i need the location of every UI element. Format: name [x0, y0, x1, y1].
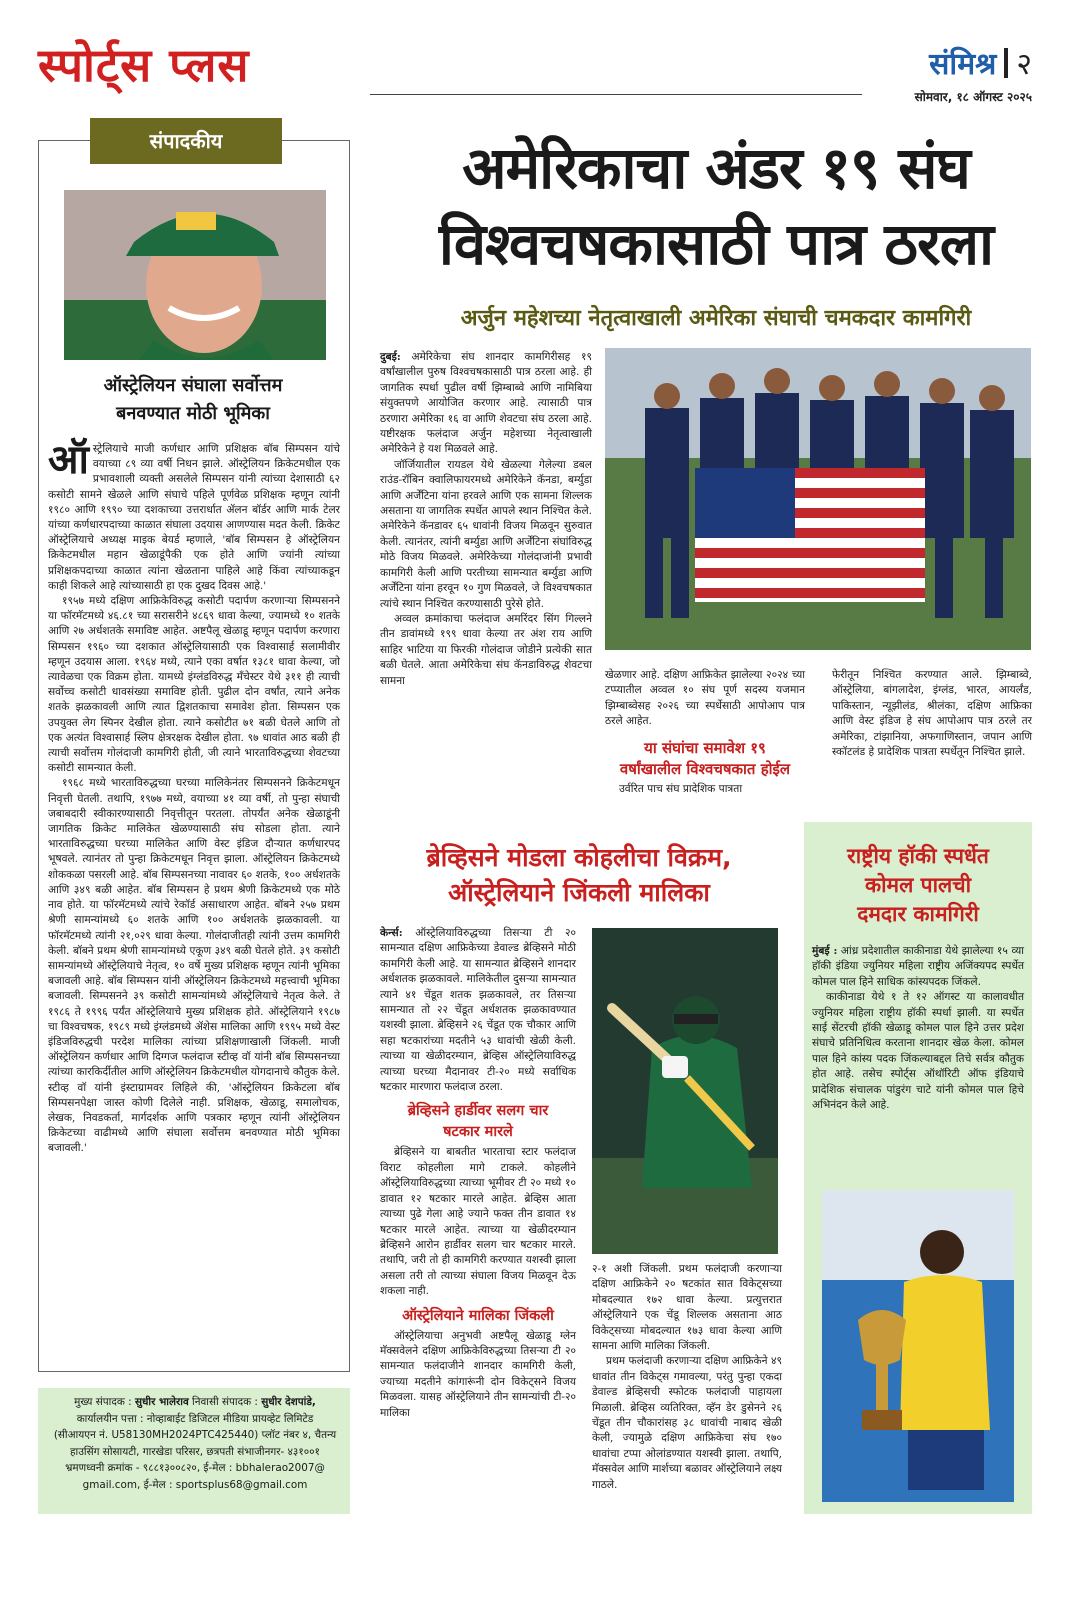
batsman-photo-icon [592, 928, 778, 1254]
usa-para1: अमेरिकेचा संघ शानदार कामगिरीसह १९ वर्षांखालील पुरुष विश्वचषकासाठी पात्र ठरला आहे. ही जागतिक स्पर्धा पुढील वर्षी झिम्बाब्वे आणि नामिबिया संयुक्तपणे आयोजित करणार आहे. त्यासाठी पात्र ठरणारा अमेरिका १६ वा आणि शेवटचा संघ ठरला आहे. यष्टीरक्षक फलंदाज अर्जुन महेशच्या नेतृत्वाखाली अमेरिकेने हे यश मिळवले आहे. [380, 351, 592, 456]
issue-date: सोमवार, १८ ऑगस्ट २०२५ [914, 90, 1032, 104]
editorial-photo [64, 190, 326, 360]
imprint [46, 1394, 344, 1494]
imprint-line4: हाउसिंग सोसायटी, गारखेडा परिसर, छत्रपती संभाजीनगर- ४३१००१ [70, 1445, 320, 1458]
hockey-headline-line3: दमदार कामगिरी [857, 902, 979, 926]
hockey-para2: काकीनाडा येथे १ ते १२ ऑगस्ट या कालावधीत ज्युनियर महिला राष्ट्रीय हॉकी स्पर्धा झाली. या स्पर्धेत साई सेंटरची हॉकी खेळाडू कोमल पाल हिने उत्तर प्रदेश संघाचे प्रतिनिधित्व करताना शानदार खेळ केला. कोमल पाल हिने कांस्य पदक जिंकल्याबद्दल तिचे सर्वत्र कौतुक होत आहे. तसेच स्पोर्ट्स ऑथॉरिटी ऑफ इंडियाचे प्रादेशिक संचालक पांडुरंग चाटे यांनी कोमल पाल हिचे अभिनंदन केले आहे. [812, 991, 1024, 1112]
brevis-para1: ऑस्ट्रेलियाविरुद्धच्या तिसऱ्या टी २० सामन्यात दक्षिण आफ्रिकेच्या डेवाल्ड ब्रेव्हिसने मोठी कामगिरी केली आहे. या सामन्यात ब्रेव्हिसने शानदार अर्धशतक झळकावले. मालिकेतील दुसऱ्या सामन्यात त्याने ४१ चेंडूत शतक झळकावले, तर तिसऱ्या सामन्यात तो २२ चेंडूत अर्धशतक झळकावण्यात यशस्वी झाला. ब्रेव्हिसने २६ चेंडूत एक चौकार आणि सहा षटकारांच्या मदतीने ५३ धावांची खेळी केली. त्याच्या या खेळीदरम्यान, ब्रेव्हिस ऑस्ट्रेलियाविरुद्ध त्याच्या घरच्या मैदानावर टी-२० मध्ये सर्वाधिक षटकार मारणारा फलंदाज ठरला. [380, 927, 576, 1094]
hockey-player-photo [822, 1190, 1014, 1502]
section-header [852, 42, 1032, 83]
imprint-editor-name: सुधीर भालेराव [134, 1396, 189, 1408]
brevis-headline [380, 840, 778, 910]
usa-article-col2 [605, 668, 805, 797]
editorial-para2: १९५७ मध्ये दक्षिण आफ्रिकेविरुद्ध कसोटी पदार्पण करणाऱ्या सिम्पसनने या फॉरमॅटमध्ये ४६.८१ च्या सरासरीने ४८६९ धावा केल्या, ज्यामध्ये १० शतके आणि २७ अर्धशतके समाविष्ट आहेत. अष्टपैलू खेळाडू म्हणून पदार्पण करणारा सिम्पसन १९६० च्या दशकात ऑस्ट्रेलियासाठी एक विश्वासार्ह सलामीवीर म्हणून उदयास आला. १९६४ मध्ये, त्याने एका वर्षात १३८१ धावा केल्या, जो त्यावेळचा एक विक्रम होता. यामध्ये इंग्लंडविरुद्ध मँचेस्टर येथे ३११ ही त्याची सर्वोच्च कसोटी धावसंख्या समाविष्ट होती. पुढील दोन वर्षांत, त्याने अनेक शतके झळकावली आणि त्यात द्विशतकाचा समावेश होता. सिम्पसन एक उपयुक्त लेग स्पिनर देखील होता. त्याने कसोटीत ७१ बळी घेतले आणि तो एक अत्यंत विश्वासार्ह स्लिप क्षेत्ररक्षक देखील होता. ९७ धावांत आठ बळी ही त्याची सर्वोत्तम गोलंदाजी कामगिरी होती, जी त्याने भारताविरुद्धच्या शेवटच्या कसोटी सामन्यात केली. [48, 595, 340, 775]
brevis-headline-line2: ऑस्ट्रेलियाने जिंकली मालिका [448, 878, 710, 907]
editorial-para1: स्ट्रेलियाचे माजी कर्णधार आणि प्रशिक्षक बॉब सिम्पसन यांचे वयाच्या ८९ व्या वर्षी निधन झाले. ऑस्ट्रेलियन क्रिकेटमधील एक प्रभावशाली व्यक्ती असलेले सिम्पसन यांनी त्यांच्या देशासाठी ६२ कसोटी सामने खेळले आणि संघाचे पहिले पूर्णवेळ प्रशिक्षक म्हणून त्यांनी १९८० आणि १९९० च्या दशकाच्या उत्तरार्धात ॲलन बॉर्डर आणि मार्क टेलर यांच्या कर्णधारपदाच्या काळात संघाला उदयास आणण्यास मदत केली. क्रिकेट ऑस्ट्रेलियाचे अध्यक्ष माइक बेयर्ड म्हणाले, 'बॉब सिम्पसन हे ऑस्ट्रेलियन क्रिकेटमधील महान खेळाडूंपैकी एक होते आणि ज्यांनी त्यांच्या प्रशिक्षकपदाच्या काळात त्यांना खेळताना पाहिले आहे किंवा त्यांच्याकडून काही शिकले आहे त्यांच्यासाठी हा एक दुखद दिवस आहे.' [48, 443, 340, 592]
brevis-dateline: केर्न्स: [380, 927, 403, 939]
brevis-subhead2: ऑस्ट्रेलियाने मालिका जिंकली [402, 1307, 554, 1324]
hockey-para1: आंध्र प्रदेशातील काकीनाडा येथे झालेल्या १५ व्या हॉकी इंडिया ज्युनियर महिला राष्ट्रीय अजिंक्यपद स्पर्धेत कोमल पाल हिने साधिक कांस्यपदक जिंकले. [812, 945, 1025, 988]
usa-col3-para: फेरीतून निश्चित करण्यात आले. झिम्बाब्वे, ऑस्ट्रेलिया, बांगलादेश, इंग्लंड, भारत, आयर्लंड, पाकिस्तान, न्यूझीलंड, श्रीलंका, दक्षिण आफ्रिका आणि वेस्ट इंडिज हे संघ आपोआप पात्र ठरले तर अमेरिका, टांझानिया, अफगाणिस्तान, जपान आणि स्कॉटलंड हे प्रादेशिक पात्रता स्पर्धेतून निश्चित झाले. [832, 669, 1032, 759]
brevis-article-col2 [592, 1262, 782, 1493]
hockey-headline-line2: कोमल पालची [864, 873, 972, 897]
usa-para2: जॉर्जियातील रायडल येथे खेळल्या गेलेल्या डबल राउंड-रॉबिन क्वालिफायरमध्ये अमेरिकेने कॅनडा, बर्म्युडा आणि अर्जेंटिना यांना हरवले आणि एक सामना शिल्लक असताना या जागतिक स्पर्धेत आपले स्थान निश्चित केले. अमेरिकेने कॅनडावर ६५ धावांनी विजय मिळवून सुरुवात केली. त्यानंतर, त्यांनी बर्म्युडा आणि अर्जेंटिना संघांविरुद्ध मोठे विजय मिळवले. अमेरिकेच्या गोलंदाजांनी प्रभावी कामगिरी केली आणि परतीच्या सामन्यात बर्म्युडा आणि अर्जेंटिना यांना हरवून १० गुण मिळवले, जे विश्वचषकात त्यांचे स्थान निश्चित करण्यासाठी पुरेसे होते. [380, 458, 592, 610]
usa-col2-subhead-line2: वर्षांखालील विश्वचषकात होईल [619, 759, 791, 778]
imprint-line1 [46, 1394, 344, 1411]
main-headline-line1: अमेरिकाचा अंडर १९ संघ [462, 134, 970, 202]
main-subhead: अर्जुन महेशच्या नेतृत्वाखाली अमेरिका संघाची चमकदार कामगिरी [460, 306, 972, 331]
usa-col2-subhead-line1: या संघांचा समावेश १९ [644, 738, 766, 757]
brevis-subhead1-line2: षटकार मारले [443, 1124, 513, 1141]
imprint-line3: (सीआयएन नं. U58130MH2024PTC425440) प्लॉट नंबर ४, चैतन्य [53, 1429, 337, 1442]
brevis-subhead1-line1: ब्रेव्हिसने हार्डीवर सलग चार [407, 1103, 549, 1120]
usa-col2-para: खेळणार आहे. दक्षिण आफ्रिकेत झालेल्या २०२४ च्या टप्प्यातील अव्वल १० संघ पूर्ण सदस्य यजमान झिम्बाब्वेसह २०२६ च्या स्पर्धेसाठी आपोआप पात्र ठरले आहेत. [605, 669, 805, 728]
brevis-article-col1 [380, 926, 576, 1421]
brevis-col2-para2: प्रथम फलंदाजी करणाऱ्या दक्षिण आफ्रिकेने ४९ धावांत तीन विकेट्स गमावल्या, परंतु पुन्हा एकदा डेवाल्ड ब्रेव्हिसची स्फोटक फलंदाजी पाहायला मिळाली. ब्रेव्हिस व्यतिरिक्त, व्हॅन डेर डुसेनने २६ चेंडूत तीन चौकारांसह ३८ धावांची नाबाद खेळी केली, ज्यामुळे दक्षिण आफ्रिकेचा संघ १७० धावांचा टप्पा ओलांडण्यात यशस्वी झाला. तथापि, मॅक्सवेल आणि मार्शच्या बळावर ऑस्ट्रेलियाने लक्ष्य गाठले. [592, 1355, 782, 1491]
hockey-article [812, 944, 1024, 1113]
player-trophy-photo-icon [822, 1190, 1014, 1502]
imprint-line5: भ्रमणध्वनी क्रमांक - ९८८१३००८२०, ई-मेल : bbhalerao2007@ [65, 1462, 325, 1475]
top-rule [370, 94, 862, 95]
editorial-title [48, 372, 338, 428]
main-headline-line2: विश्वचषकासाठी पात्र ठरला [438, 210, 994, 278]
editorial-para3: १९६८ मध्ये भारताविरुद्धच्या घरच्या मालिकेनंतर सिम्पसनने क्रिकेटमधून निवृत्ती घेतली. तथापि, १९७७ मध्ये, वयाच्या ४१ व्या वर्षी, तो पुन्हा संघाची जबाबदारी स्वीकारण्यासाठी निवृत्तीतून परतला. तोपर्यंत अनेक खेळाडूंनी जागतिक क्रिकेट मालिकेत खेळण्यासाठी संघ सोडला होता. त्याने भारताविरुद्धच्या घरच्या मालिकेत आणि वेस्ट इंडिज दौऱ्यात कर्णधारपद भूषवले. त्यानंतर तो पुन्हा क्रिकेटमधून निवृत्त झाला. ऑस्ट्रेलियन क्रिकेटमध्ये शोककळा पसरली आहे. बॉब सिम्पसनच्या नावावर ६० शतके, १०० अर्धशतके आणि ३४९ बळी आहेत. बॉब सिम्पसन हे प्रथम श्रेणी क्रिकेटमध्ये एक मोठे नाव होते. या फॉरमॅटमध्ये त्यांचे रेकॉर्ड असाधारण आहेत. बॉबने २५७ प्रथम श्रेणी सामन्यांमध्ये ६० शतके आणि १०० अर्धशतके झळकावली. या फॉरमॅटमध्ये त्यांनी २१,०२९ धावा केल्या. गोलंदाजीतही त्यांनी उत्तम कामगिरी केली. बॉबने प्रथम श्रेणी सामन्यांमध्ये एकूण ३४९ बळी घेतले होते. ३९ कसोटी सामन्यांमध्ये ऑस्ट्रेलियाचे नेतृत्व, १० वर्षे मुख्य प्रशिक्षक म्हणून त्यांनी भूमिका बजावली आहे. बॉब सिम्पसन यांनी ऑस्ट्रेलियन क्रिकेटमध्ये महत्त्वाची भूमिका बजावली. सिम्पसनने ३९ कसोटी सामन्यांमध्ये ऑस्ट्रेलियाचे नेतृत्व केले. ते १९८६ ते १९९६ पर्यंत ऑस्ट्रेलियाचे मुख्य प्रशिक्षक होते. ऑस्ट्रेलियाने १९८७ चा विश्वचषक, १९८९ मध्ये इंग्लंडमध्ये ॲशेस मालिका आणि १९९५ मध्ये वेस्ट इंडिजविरुद्धची परदेश मालिका त्यांच्या प्रशिक्षणाखाली जिंकली. माजी ऑस्ट्रेलियन कर्णधार आणि दिग्गज फलंदाज स्टीव्ह वॉ यांनी बॉब सिम्पसनच्या त्यांच्या कारकिर्दीतील आणि ऑस्ट्रेलियन क्रिकेटमधील योगदानाचे कौतुक केले. स्टीव्ह वॉ यांनी इंस्टाग्रामवर लिहिले की, 'ऑस्ट्रेलियन क्रिकेटला बॉब सिम्पसनपेक्षा जास्त कोणी दिलेले नाही. प्रशिक्षक, खेळाडू, समालोचक, लेखक, निवडकर्ता, मार्गदर्शक आणि पत्रकार म्हणून त्यांनी ऑस्ट्रेलियन क्रिकेटच्या वाढीमध्ये आणि संघाला सर्वोत्तम बनवण्यात मोठी भूमिका बजावली.' [48, 777, 340, 1155]
editorial-dropcap: ऑ [48, 437, 89, 483]
editorial-title-line1: ऑस्ट्रेलियन संघाला सर्वोत्तम [103, 375, 283, 396]
hockey-dateline: मुंबई : [812, 945, 838, 957]
imprint-line2: कार्यालयीन पत्ता : नोव्हाबाईट डिजिटल मीडिया प्रायव्हेट लिमिटेड [76, 1412, 314, 1425]
usa-dateline: दुबई: [380, 351, 401, 363]
brevis-para2: ब्रेव्हिसने या बाबतीत भारताचा स्टार फलंदाज विराट कोहलीला मागे टाकले. कोहलीने ऑस्ट्रेलियाविरुद्धच्या त्याच्या भूमीवर टी २० मध्ये १० डावात १२ षटकार मारले आहेत. ब्रेव्हिस आता त्याच्या पुढे गेला आहे ज्याने फक्त तीन डावात १४ षटकार मारले आहेत. त्याच्या या खेळीदरम्यान ब्रेव्हिसने आरोन हार्डीवर सलग चार षटकार मारले. तथापि, जरी तो ही कामगिरी करण्यात यशस्वी झाला असला तरी तो त्याच्या संघाला विजय मिळवून देऊ शकला नाही. [380, 1146, 576, 1298]
usa-para3: अव्वल क्रमांकाचा फलंदाज अमरिंदर सिंग गिल्लने तीन डावांमध्ये १९९ धावा केल्या तर अंश राय आणि साहिर भाटिया या फिरकी गोलंदाज जोडीने प्रत्येकी सात बळी घेतले. आता अमेरिकेचा संघ कॅनडाविरुद्ध शेवटचा सामना [380, 612, 592, 687]
brevis-para3: ऑस्ट्रेलियाचा अनुभवी अष्टपैलू खेळाडू ग्लेन मॅक्सवेलने दक्षिण आफ्रिकेविरुद्धच्या तिसऱ्या टी २० सामन्यात फलंदाजीने शानदार कामगिरी केली, ज्याच्या मदतीने कांगारूंनी दोन विकेट्सने विजय मिळवला. यासह ऑस्ट्रेलियाने तीन सामन्यांची टी-२० मालिका [380, 1329, 576, 1419]
usa-article-col1 [380, 350, 592, 689]
brevis-headline-line1: ब्रेव्हिसने मोडला कोहलीचा विक्रम, [426, 843, 732, 872]
brevis-col2-para1: २-१ अशी जिंकली. प्रथम फलंदाजी करणाऱ्या दक्षिण आफ्रिकेने २० षटकांत सात विकेट्सच्या मोबदल्यात १७२ धावा केल्या. प्रत्युत्तरात ऑस्ट्रेलियाने एक चेंडू शिल्लक असताना आठ विकेट्सच्या मोबदल्यात १७३ धावा केल्या आणि सामना आणि मालिका जिंकली. [592, 1263, 782, 1353]
imprint-line6: gmail.com, ई-मेल : sportsplus68@gmail.com [82, 1478, 308, 1491]
usa-team-photo [605, 348, 1031, 650]
section-name: संमिश्र [929, 47, 997, 82]
team-flag-photo-icon [605, 348, 1031, 650]
brevis-photo [592, 928, 778, 1254]
imprint-resident-label: निवासी संपादक : [188, 1396, 262, 1408]
editorial-body [48, 437, 340, 1157]
brevis-subhead1 [380, 1101, 576, 1143]
editorial-tag: संपादकीय [90, 118, 282, 164]
masthead-logo: स्पोर्ट्स प्लस [38, 38, 250, 92]
page-number: २ [1016, 47, 1032, 82]
imprint-editor-label: मुख्य संपादक : [74, 1396, 135, 1408]
hockey-headline [804, 842, 1032, 929]
hockey-headline-line1: राष्ट्रीय हॉकी स्पर्धेत [847, 844, 989, 868]
section-separator [1004, 48, 1008, 78]
editorial-title-line2: बनवण्यात मोठी भूमिका [116, 403, 270, 424]
main-headline [380, 130, 1052, 282]
usa-col2-para2: उर्वरित पाच संघ प्रादेशिक पात्रता [619, 782, 743, 795]
usa-article-col3 [832, 668, 1032, 760]
imprint-resident-name: सुधीर देशपांडे, [261, 1396, 316, 1408]
usa-col2-subhead [605, 738, 805, 780]
portrait-photo-icon [64, 190, 326, 360]
